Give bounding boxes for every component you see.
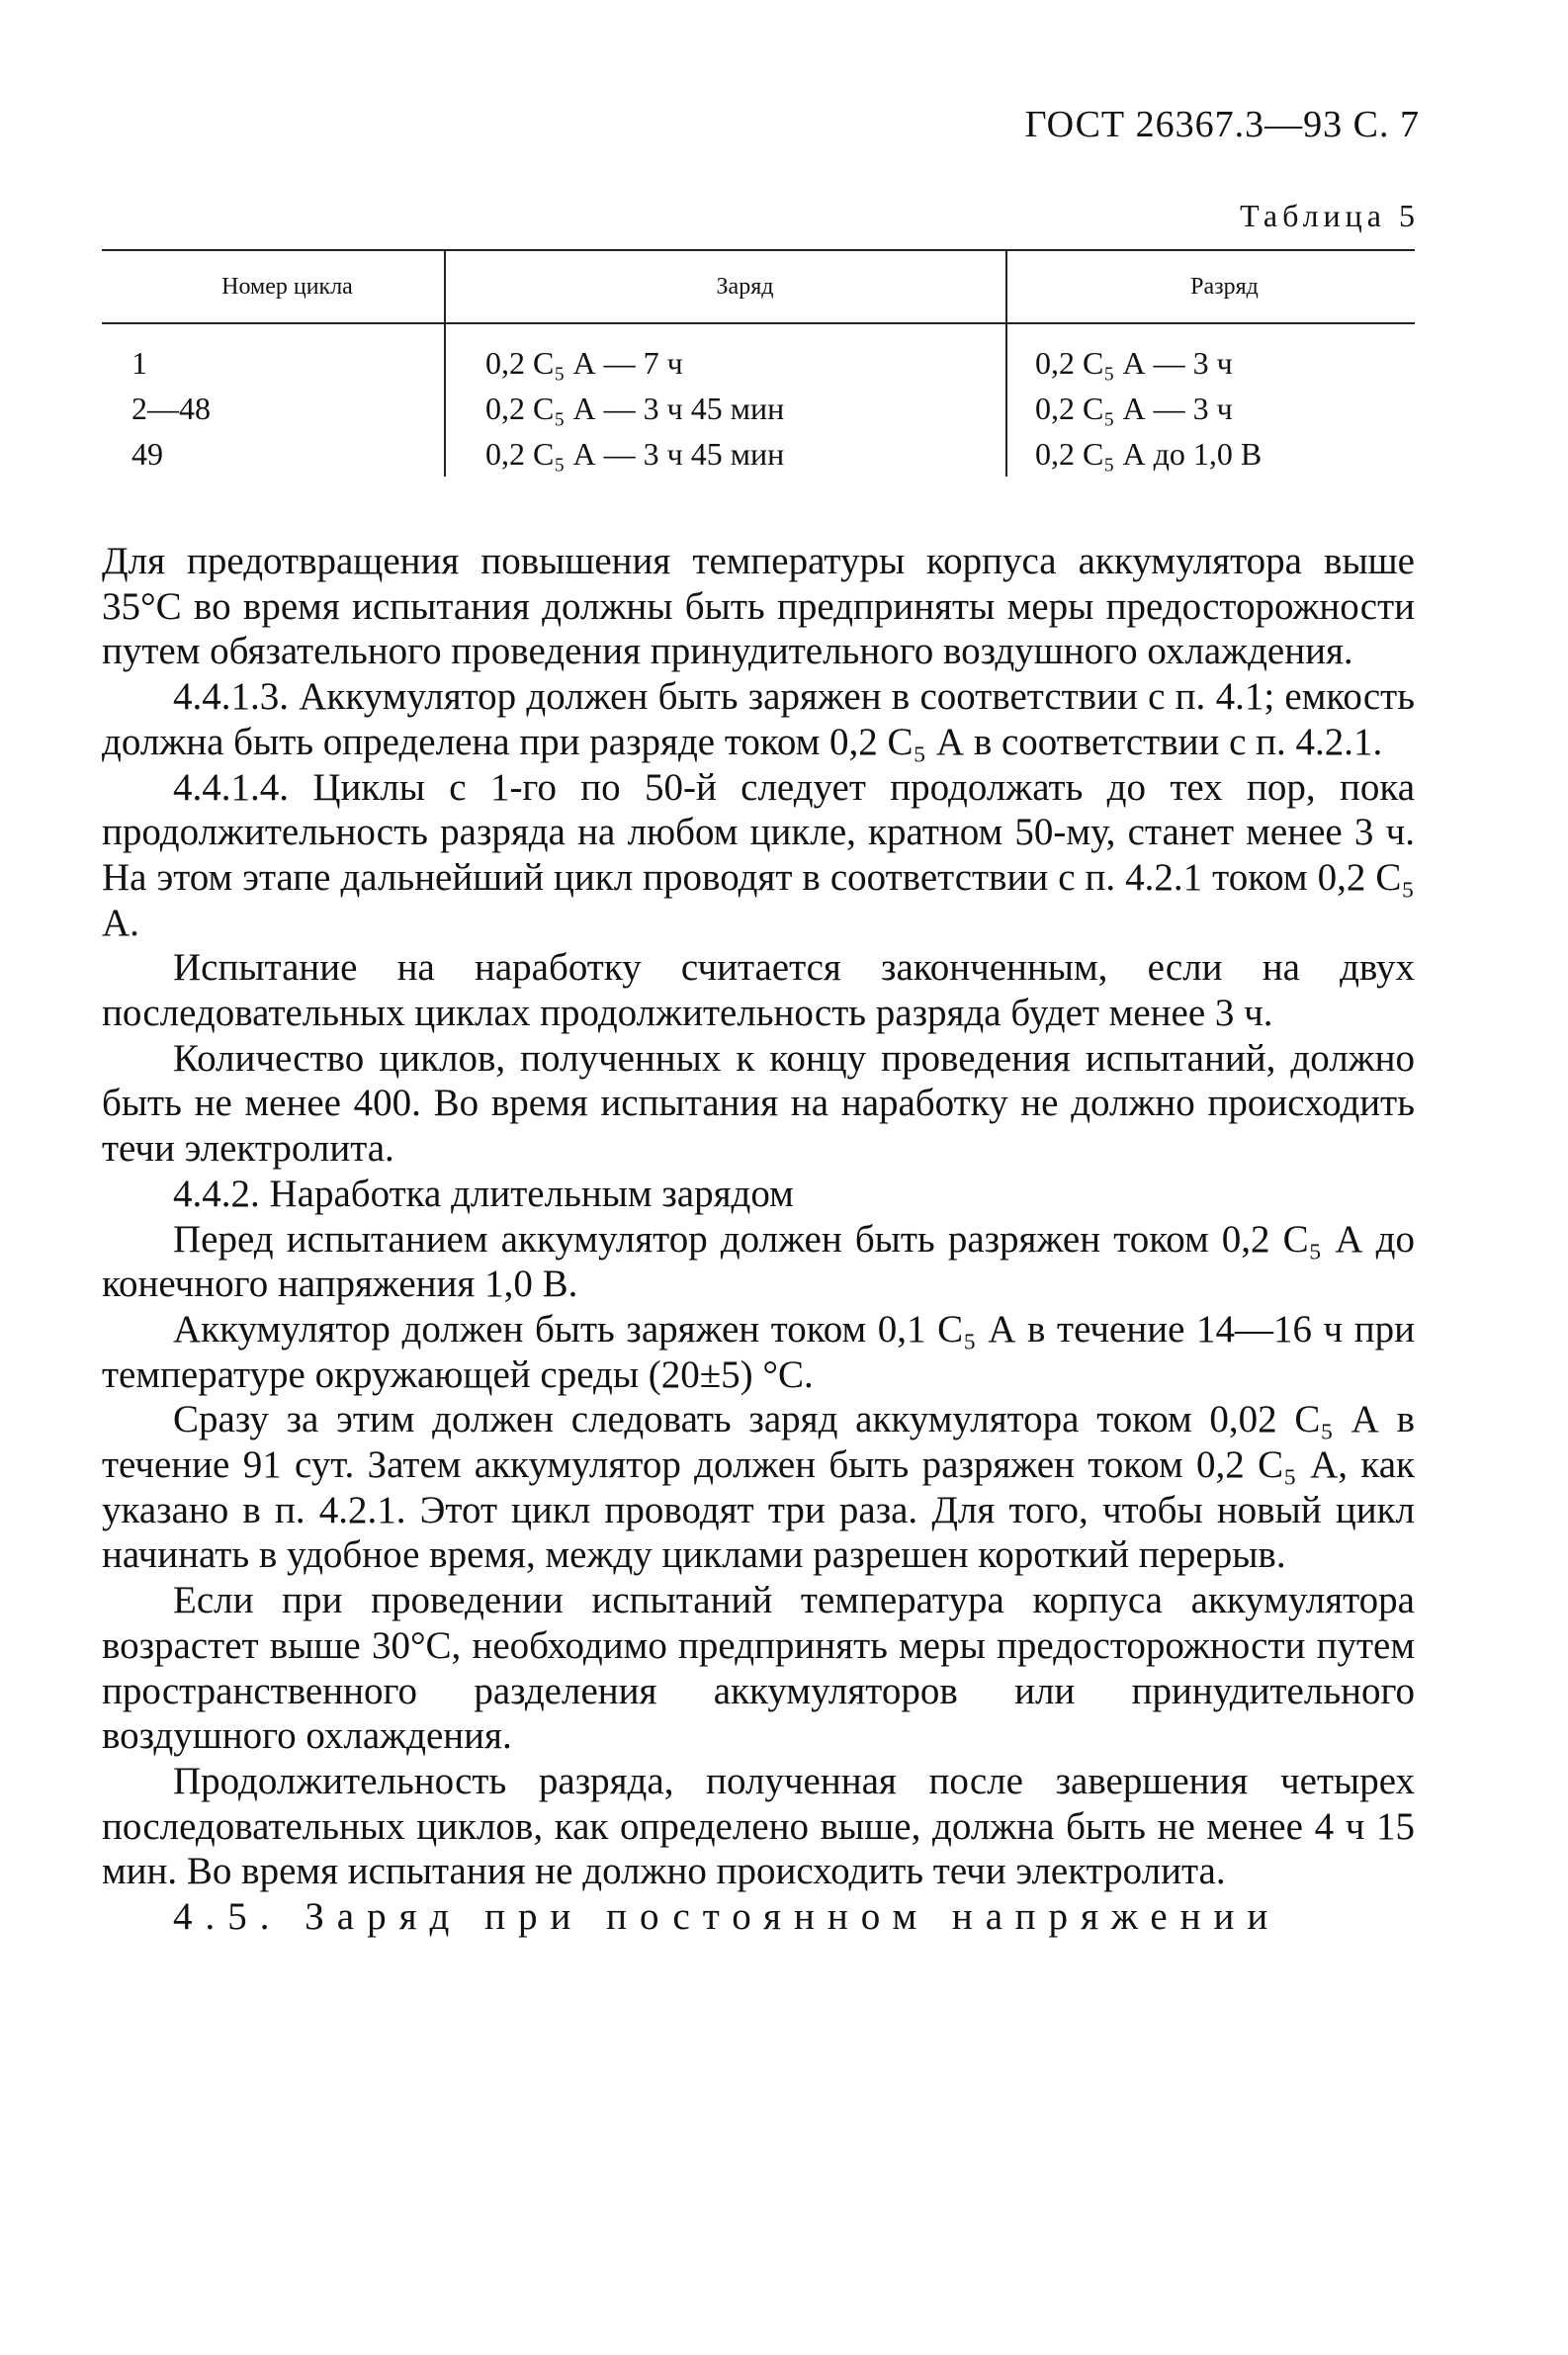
cell-discharge: 0,2 C₅ А — 3 ч — [1006, 386, 1415, 431]
paragraph: Для предотвращения повышения температуры корпуса аккумулятора выше 35°С во время испытания должны быть предприняты меры предосторожности путем обязательного проведения принудительного воздушного охлаждения. — [102, 540, 1415, 673]
cycle-table — [102, 249, 1415, 477]
paragraph: Количество циклов, полученных к концу проведения испытаний, должно быть не менее 400. Во время испытания на наработку не должно происходить течи электролита. — [102, 1036, 1415, 1171]
page-header: ГОСТ 26367.3—93 С. 7 — [1024, 104, 1420, 145]
section-heading: 4.5. Заряд при постоянном напряжении — [173, 1895, 1281, 1939]
paragraph: 4.4.1.3. Аккумулятор должен быть заряжен в соответствии с п. 4.1; емкость должна быть определена при разряде током 0,2 C₅ А в соответствии с п. 4.2.1. — [102, 675, 1415, 763]
cell-discharge: 0,2 C₅ А — 3 ч — [1006, 323, 1415, 386]
cell-discharge: 0,2 C₅ А до 1,0 В — [1006, 431, 1415, 477]
cell-cycle: 1 — [131, 344, 147, 381]
paragraph: Сразу за этим должен следовать заряд аккумулятора током 0,02 C₅ А в течение 91 сут. Затем аккумулятор должен быть разряжен током 0,2 C₅ А, как указано в п. 4.2.1. Этот цикл проводят три раза. Для того, чтобы новый цикл начинать в удобное время, между циклами разрешен короткий перерыв. — [102, 1398, 1415, 1577]
section-heading: 4.4.2. Наработка длительным зарядом — [173, 1172, 794, 1215]
paragraph: Продолжительность разряда, полученная после завершения четырех последовательных циклов, как определено выше, должна быть не менее 4 ч 15 мин. Во время испытания не должно происходить течи электролита. — [102, 1759, 1415, 1893]
table-header-row — [102, 250, 1415, 323]
cell-charge: 0,2 C₅ А — 3 ч 45 мин — [445, 431, 1006, 477]
table-row — [102, 323, 1415, 386]
table-row — [102, 386, 1415, 431]
paragraph: Если при проведении испытаний температура корпуса аккумулятора возрастет выше 30°С, необходимо предпринять меры предосторожности путем пространственного разделения аккумуляторов или принудительного воздушного охлаждения. — [102, 1579, 1415, 1758]
column-header-discharge: Разряд — [1006, 250, 1415, 323]
column-header-cycle: Номер цикла — [102, 250, 445, 323]
paragraph: Испытание на наработку считается законченным, если на двух последовательных циклах продолжительность разряда будет менее 3 ч. — [102, 946, 1415, 1035]
cell-cycle: 2—48 — [131, 390, 211, 426]
document-body — [102, 539, 1415, 1940]
column-header-charge: Заряд — [445, 250, 1006, 323]
paragraph: Перед испытанием аккумулятор должен быть разряжен током 0,2 C₅ А до конечного напряжения 1,0 В. — [102, 1217, 1415, 1306]
paragraph: Аккумулятор должен быть заряжен током 0,1 C₅ А в течение 14—16 ч при температуре окружающей среды (20±5) °С. — [102, 1307, 1415, 1396]
cell-charge: 0,2 C₅ А — 3 ч 45 мин — [445, 386, 1006, 431]
cell-cycle: 49 — [131, 435, 163, 472]
table-caption: Таблица 5 — [1240, 198, 1420, 233]
paragraph: 4.4.1.4. Циклы с 1-го по 50-й следует продолжать до тех пор, пока продолжительность разряда на любом цикле, кратном 50-му, станет менее 3 ч. На этом этапе дальнейший цикл проводят в соответствии с п. 4.2.1 током 0,2 C₅ А. — [102, 765, 1415, 944]
cell-charge: 0,2 C₅ А — 7 ч — [445, 323, 1006, 386]
table-row — [102, 431, 1415, 477]
